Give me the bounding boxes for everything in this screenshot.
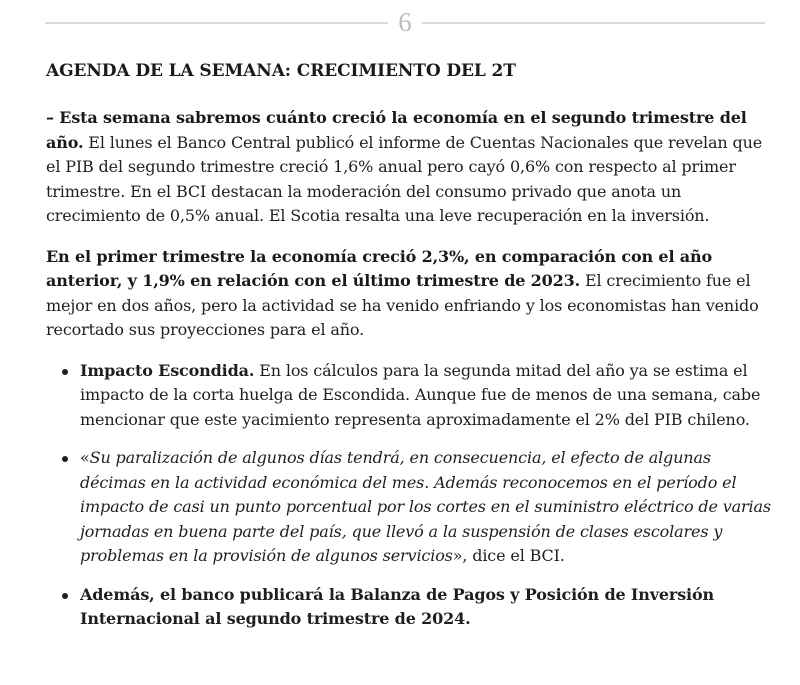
bullet-item-escondida bbox=[46, 359, 774, 433]
header-rule-right bbox=[422, 22, 765, 24]
bullet-dot-icon bbox=[62, 456, 68, 462]
bullet-dot-icon bbox=[62, 369, 68, 375]
bullet-quote: Su paralización de algunos días tendrá, en consecuencia, el efecto de algunas décimas en la actividad económica del mes. Además reconocemos en el período el impacto de casi un punto porcentual por los cortes en el suministro eléctrico de varias jornadas en buena parte del país, que llevó a la suspensión de clases escolares y problemas en la provisión de algunos servicios bbox=[80, 448, 771, 565]
bullet-lead: Impacto Escondida. bbox=[80, 360, 255, 380]
bullet-item-balance-of-payments bbox=[46, 583, 774, 632]
bullet-lead: Además, el banco publicará la Balanza de Pagos y Posición de Inversión Internacional al segundo trimestre de 2024. bbox=[80, 584, 714, 628]
paragraph-lead: – Esta semana sabremos cuánto creció la economía en el segundo trimestre del año. bbox=[46, 108, 747, 152]
bullet-list bbox=[46, 359, 774, 632]
bullet-item-bci-quote bbox=[46, 446, 774, 569]
header-rule-left bbox=[45, 22, 388, 24]
paragraph-body: El lunes el Banco Central publicó el informe de Cuentas Nacionales que revelan que el PIB del segundo trimestre creció 1,6% anual pero cayó 0,6% con respecto al primer trimestre. En el BCI destacan la moderación del consumo privado que anota un crecimiento de 0,5% anual. El Scotia resalta una leve recuperación en la inversión. bbox=[46, 132, 763, 225]
bullet-body: En los cálculos para la segunda mitad del año ya se estima el impacto de la corta huelga de Escondida. Aunque fue de menos de una semana, cabe mencionar que este yacimiento representa aproximadamente el 2% del PIB chileno. bbox=[80, 360, 761, 429]
paragraph-body: El crecimiento fue el mejor en dos años, pero la actividad se ha venido enfriando y los economistas han venido recortado sus proyecciones para el año. bbox=[46, 271, 759, 339]
paragraph-second-quarter bbox=[46, 106, 774, 229]
bullet-dot-icon bbox=[62, 593, 68, 599]
article-content bbox=[46, 56, 774, 646]
paragraph-lead: En el primer trimestre la economía creció 2,3%, en comparación con el año anterior, y 1,9% en relación con el último trimestre de 2023. bbox=[46, 246, 713, 290]
page-header bbox=[45, 6, 765, 38]
quote-open: « bbox=[80, 448, 90, 467]
bullet-body: », dice el BCI. bbox=[452, 546, 565, 565]
section-title: AGENDA DE LA SEMANA: CRECIMIENTO DEL 2T bbox=[46, 61, 516, 81]
page-number: 6 bbox=[398, 7, 412, 37]
paragraph-first-quarter bbox=[46, 245, 774, 343]
